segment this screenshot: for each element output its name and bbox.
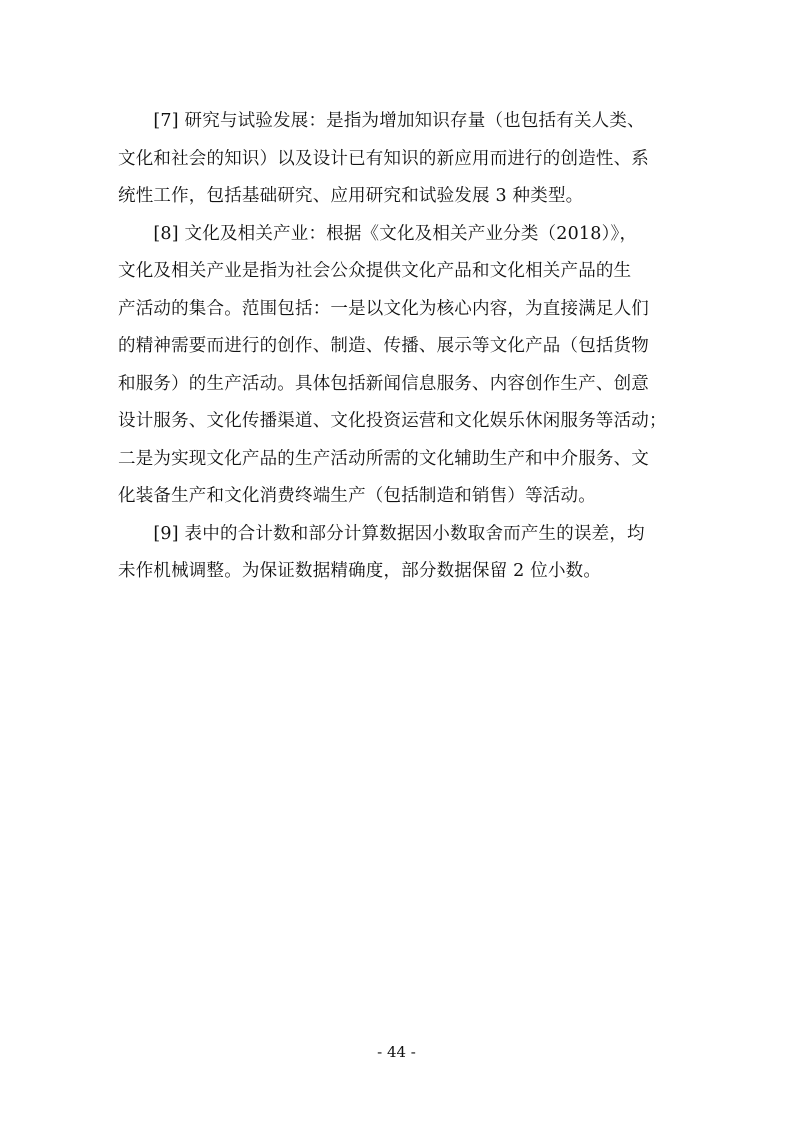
note-7-line-1: [7] 研究与试验发展：是指为增加知识存量（也包括有关人类、 — [118, 111, 645, 131]
note-8 — [118, 216, 674, 516]
note-8-line-7: 二是为实现文化产品的生产活动所需的文化辅助生产和中介服务、文 — [118, 448, 649, 469]
note-8-line-3: 产活动的集合。范围包括：一是以文化为核心内容，为直接满足人们 — [118, 298, 649, 319]
note-9-line-1: [9] 表中的合计数和部分计算数据因小数取舍而产生的误差，均 — [118, 523, 645, 544]
note-9-line-2: 未作机械调整。为保证数据精确度，部分数据保留 2 位小数。 — [118, 561, 602, 581]
note-8-line-1: [8] 文化及相关产业：根据《文化及相关产业分类（2018）》， — [118, 223, 638, 244]
page-number: - 44 - — [377, 1043, 416, 1061]
note-8-line-2: 文化及相关产业是指为社会公众提供文化产品和文化相关产品的生 — [118, 261, 632, 281]
note-9 — [118, 516, 674, 591]
note-8-line-5: 和服务）的生产活动。具体包括新闻信息服务、内容创作生产、创意 — [118, 373, 649, 394]
note-8-line-6: 设计服务、文化传播渠道、文化投资运营和文化娱乐休闲服务等活动； — [118, 411, 667, 431]
note-7 — [118, 103, 674, 216]
note-7-line-3: 统性工作，包括基础研究、应用研究和试验发展 3 种类型。 — [118, 186, 584, 206]
note-7-line-2: 文化和社会的知识）以及设计已有知识的新应用而进行的创造性、系 — [118, 148, 649, 169]
notes-section — [118, 103, 674, 591]
note-8-line-8: 化装备生产和文化消费终端生产（包括制造和销售）等活动。 — [118, 486, 596, 506]
note-8-line-4: 的精神需要而进行的创作、制造、传播、展示等文化产品（包括货物 — [118, 336, 649, 356]
